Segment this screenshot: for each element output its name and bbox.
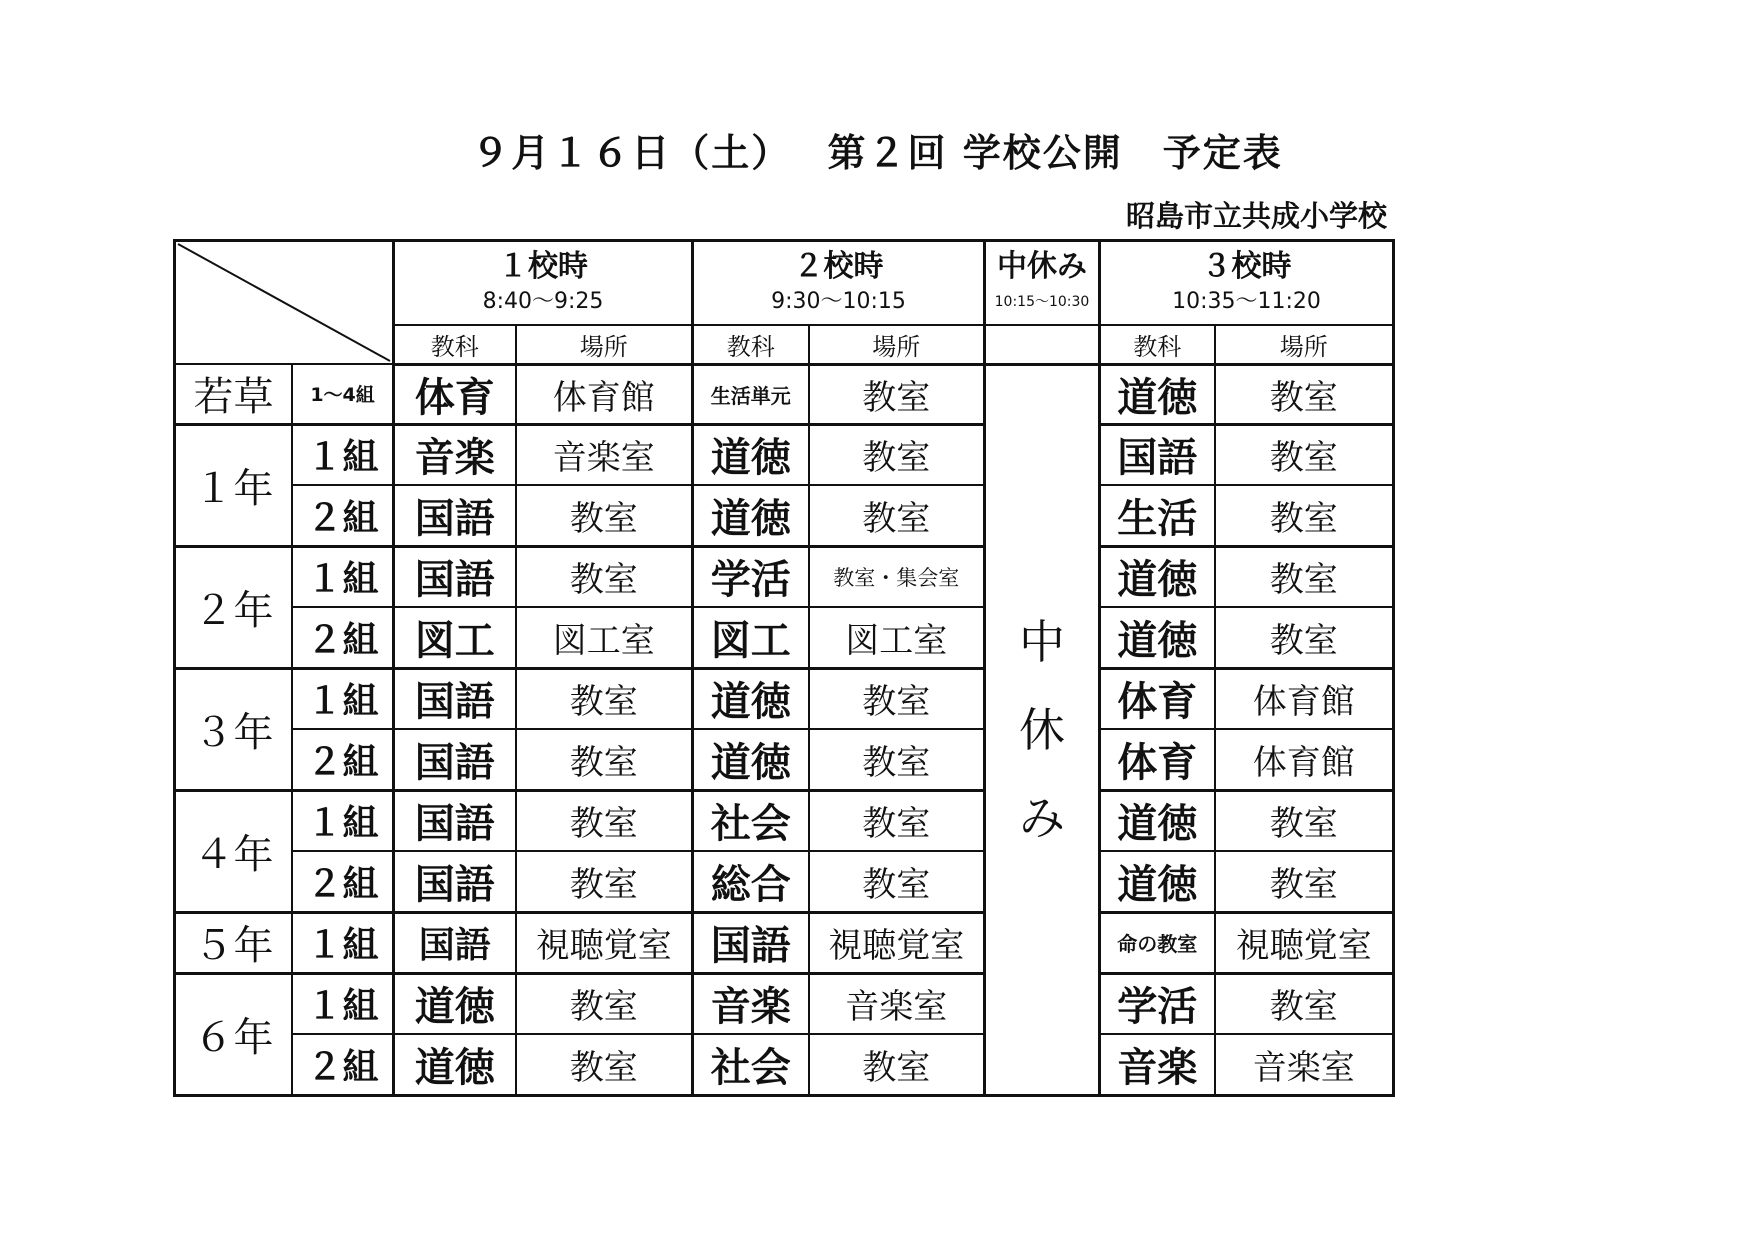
- subject-cell: 国語: [394, 485, 516, 546]
- place-cell: 教室: [516, 485, 693, 546]
- break-label: 中休み: [997, 249, 1087, 285]
- subject-cell: 道徳: [693, 668, 809, 729]
- subject-cell: 総合: [693, 851, 809, 912]
- place-cell: 体育館: [516, 364, 693, 424]
- place-cell: 教室: [809, 364, 985, 424]
- subject-cell: 命の教室: [1100, 912, 1215, 973]
- class-label: １組: [292, 668, 393, 729]
- subject-cell: 生活単元: [693, 364, 809, 424]
- subject-cell: 学活: [1100, 973, 1215, 1034]
- period-1-time: 8:40～9:25: [482, 289, 604, 315]
- subject-cell: 図工: [394, 607, 516, 668]
- place-cell: 教室: [516, 790, 693, 851]
- subject-cell: 国語: [693, 912, 809, 973]
- place-cell: 教室: [1215, 364, 1394, 424]
- grade-label: ６年: [175, 973, 293, 1095]
- place-cell: 教室: [809, 790, 985, 851]
- class-label: １組: [292, 790, 393, 851]
- place-cell: 図工室: [516, 607, 693, 668]
- class-label: ２組: [292, 851, 393, 912]
- grade-label: １年: [175, 424, 293, 546]
- place-cell: 教室: [516, 729, 693, 790]
- place-cell: 教室: [809, 424, 985, 485]
- subject-cell: 道徳: [1100, 851, 1215, 912]
- place-cell: 教室: [1215, 546, 1394, 607]
- subject-cell: 音楽: [693, 973, 809, 1034]
- place-cell: 教室: [1215, 607, 1394, 668]
- place-cell: 図工室: [809, 607, 985, 668]
- place-cell: 視聴覚室: [516, 912, 693, 973]
- period-3-time: 10:35～11:20: [1172, 289, 1321, 315]
- subject-cell: 道徳: [1100, 364, 1215, 424]
- break-char-3: み: [1019, 790, 1065, 845]
- p2-subject-header: 教科: [693, 325, 809, 364]
- class-label: １組: [292, 973, 393, 1034]
- school-name: 昭島市立共成小学校: [1125, 199, 1387, 233]
- subject-cell: 道徳: [1100, 546, 1215, 607]
- place-cell: 教室: [809, 668, 985, 729]
- subject-cell: 道徳: [394, 1034, 516, 1095]
- place-cell: 教室・集会室: [809, 546, 985, 607]
- period-1-header: [394, 241, 693, 326]
- subject-cell: 体育: [1100, 668, 1215, 729]
- subject-cell: 道徳: [693, 485, 809, 546]
- place-cell: 視聴覚室: [1215, 912, 1394, 973]
- period-3-label: ３校時: [1201, 249, 1292, 285]
- document-title: ９月１６日（土） 第２回 学校公開 予定表: [471, 131, 1283, 175]
- break-time: 10:15～10:30: [994, 294, 1090, 311]
- break-char-1: 中: [1019, 614, 1065, 669]
- subject-cell: 図工: [693, 607, 809, 668]
- subject-cell: 体育: [394, 364, 516, 424]
- place-cell: 教室: [516, 546, 693, 607]
- period-1-label: １校時: [498, 249, 588, 285]
- place-cell: 教室: [809, 485, 985, 546]
- p2-place-header: 場所: [809, 325, 985, 364]
- class-label: ２組: [292, 607, 393, 668]
- subject-cell: 国語: [394, 790, 516, 851]
- subject-cell: 道徳: [693, 424, 809, 485]
- place-cell: 教室: [1215, 790, 1394, 851]
- period-2-header: [693, 241, 985, 326]
- corner-diagonal: [176, 242, 392, 363]
- p3-subject-header: 教科: [1100, 325, 1215, 364]
- subject-cell: 体育: [1100, 729, 1215, 790]
- subject-cell: 国語: [394, 546, 516, 607]
- grade-label: 若草: [175, 364, 293, 424]
- schedule-table: [173, 239, 1395, 1097]
- place-cell: 教室: [1215, 424, 1394, 485]
- corner-cell: [175, 241, 394, 365]
- place-cell: 音楽室: [1215, 1034, 1394, 1095]
- break-header: [985, 241, 1100, 326]
- place-cell: 教室: [516, 1034, 693, 1095]
- class-label: ２組: [292, 485, 393, 546]
- period-2-label: ２校時: [793, 249, 884, 285]
- subject-cell: 社会: [693, 790, 809, 851]
- place-cell: 教室: [1215, 851, 1394, 912]
- class-label: １組: [292, 424, 393, 485]
- place-cell: 音楽室: [809, 973, 985, 1034]
- class-label: １組: [292, 912, 393, 973]
- grade-label: ２年: [175, 546, 293, 668]
- subject-cell: 国語: [1100, 424, 1215, 485]
- class-label: ２組: [292, 1034, 393, 1095]
- subject-cell: 学活: [693, 546, 809, 607]
- subject-cell: 道徳: [693, 729, 809, 790]
- break-subheader: [985, 325, 1100, 364]
- place-cell: 教室: [809, 729, 985, 790]
- place-cell: 教室: [809, 851, 985, 912]
- class-label: ２組: [292, 729, 393, 790]
- place-cell: 教室: [809, 1034, 985, 1095]
- subject-cell: 社会: [693, 1034, 809, 1095]
- subject-cell: 国語: [394, 668, 516, 729]
- class-label: 1～4組: [292, 364, 393, 424]
- subject-cell: 道徳: [1100, 607, 1215, 668]
- period-3-header: [1100, 241, 1394, 326]
- place-cell: 体育館: [1215, 668, 1394, 729]
- p3-place-header: 場所: [1215, 325, 1394, 364]
- place-cell: 体育館: [1215, 729, 1394, 790]
- break-column: [985, 364, 1100, 1095]
- place-cell: 教室: [516, 973, 693, 1034]
- place-cell: 音楽室: [516, 424, 693, 485]
- place-cell: 教室: [1215, 973, 1394, 1034]
- p1-place-header: 場所: [516, 325, 693, 364]
- subject-cell: 道徳: [1100, 790, 1215, 851]
- place-cell: 教室: [1215, 485, 1394, 546]
- place-cell: 教室: [516, 668, 693, 729]
- subject-cell: 生活: [1100, 485, 1215, 546]
- p1-subject-header: 教科: [394, 325, 516, 364]
- place-cell: 視聴覚室: [809, 912, 985, 973]
- subject-cell: 道徳: [394, 973, 516, 1034]
- subject-cell: 音楽: [394, 424, 516, 485]
- grade-label: ５年: [175, 912, 293, 973]
- place-cell: 教室: [516, 851, 693, 912]
- period-2-time: 9:30～10:15: [771, 289, 906, 315]
- break-char-2: 休: [1019, 702, 1065, 757]
- subject-cell: 国語: [394, 912, 516, 973]
- subject-cell: 国語: [394, 851, 516, 912]
- class-label: １組: [292, 546, 393, 607]
- subject-cell: 国語: [394, 729, 516, 790]
- subject-cell: 音楽: [1100, 1034, 1215, 1095]
- grade-label: ４年: [175, 790, 293, 912]
- grade-label: ３年: [175, 668, 293, 790]
